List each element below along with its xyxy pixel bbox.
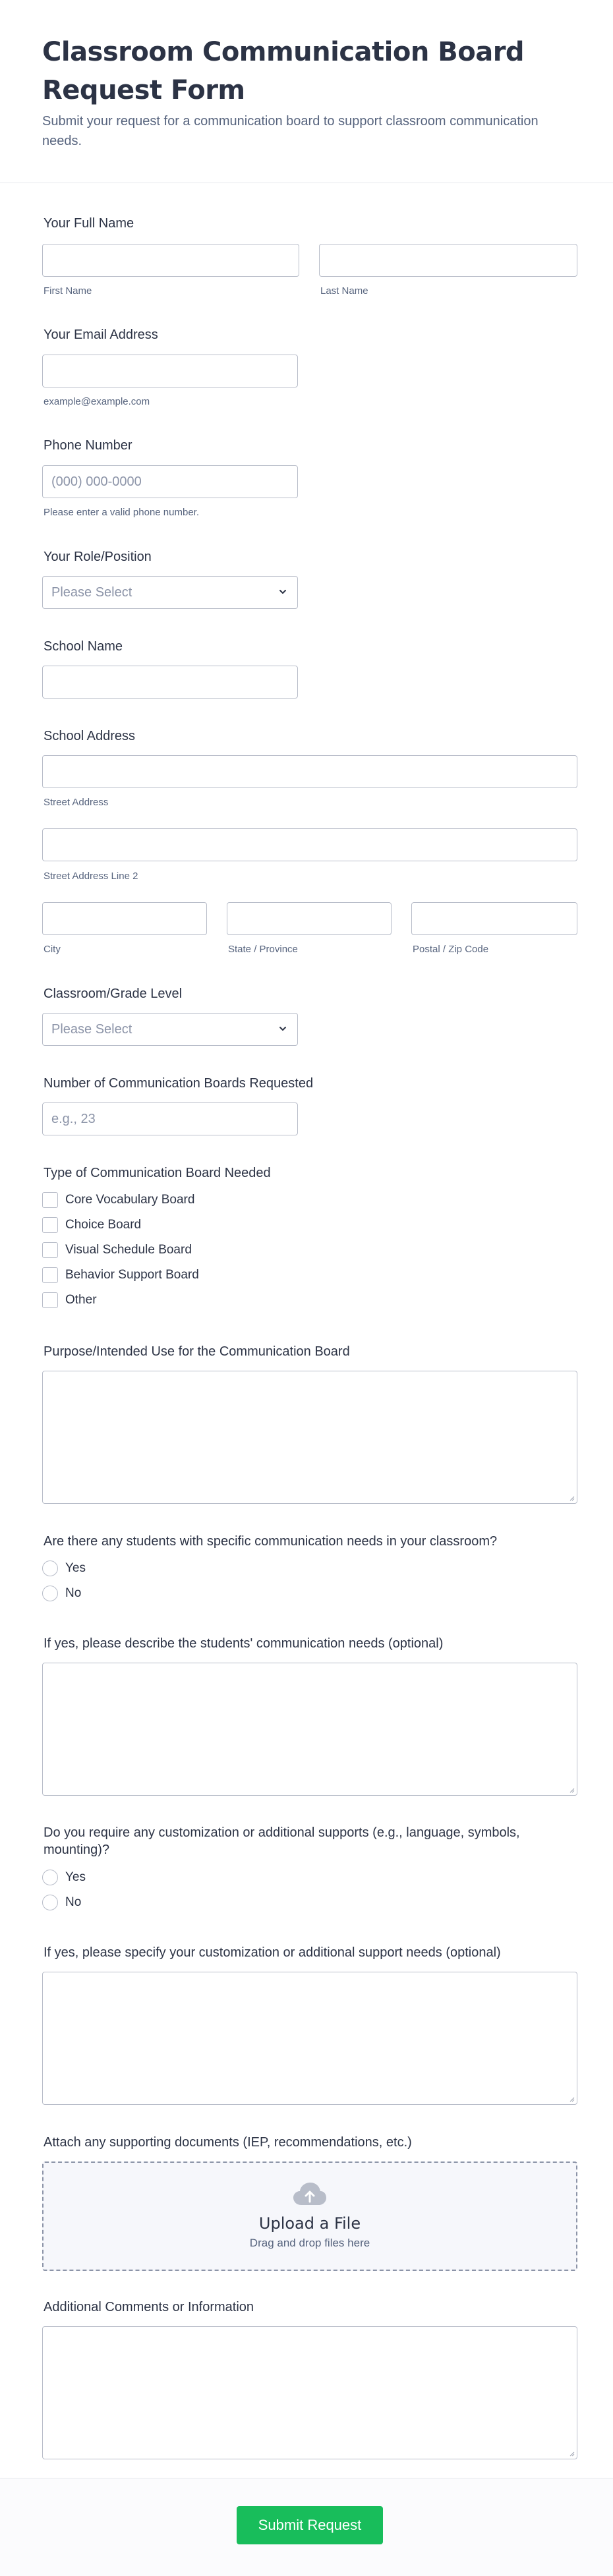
phone-label: Phone Number bbox=[44, 438, 132, 453]
last-name-input[interactable] bbox=[319, 244, 577, 277]
radio-label: No bbox=[65, 1895, 82, 1909]
upload-title: Upload a File bbox=[258, 2214, 361, 2233]
grade-label: Classroom/Grade Level bbox=[44, 987, 183, 1001]
city-sublabel: City bbox=[44, 944, 61, 955]
checkbox-label: Choice Board bbox=[65, 1218, 142, 1232]
city-input[interactable] bbox=[42, 902, 207, 935]
checkbox[interactable] bbox=[42, 1217, 58, 1233]
radio-option-no[interactable] bbox=[42, 1894, 81, 1911]
chevron-down-icon bbox=[277, 587, 288, 597]
boards-count-input[interactable] bbox=[42, 1102, 298, 1135]
checkbox-label: Visual Schedule Board bbox=[65, 1243, 192, 1257]
resize-grip-icon[interactable] bbox=[568, 1495, 575, 1501]
phone-input[interactable] bbox=[42, 465, 298, 498]
street-address-sublabel: Street Address bbox=[44, 797, 109, 808]
radio-option-yes[interactable] bbox=[42, 1560, 86, 1577]
needs-describe-label: If yes, please describe the students' communication needs (optional) bbox=[44, 1636, 444, 1651]
form-subtitle: Submit your request for a communication board to support classroom communication needs. bbox=[42, 114, 539, 148]
radio-button[interactable] bbox=[42, 1560, 58, 1576]
checkbox-label: Behavior Support Board bbox=[65, 1268, 199, 1282]
form-footer bbox=[0, 2478, 613, 2576]
checkbox-option[interactable] bbox=[42, 1191, 194, 1209]
checkbox[interactable] bbox=[42, 1267, 58, 1283]
last-name-sublabel: Last Name bbox=[320, 285, 368, 297]
checkbox-label: Other bbox=[65, 1293, 97, 1307]
purpose-textarea[interactable] bbox=[42, 1371, 577, 1504]
grade-select[interactable] bbox=[42, 1013, 298, 1046]
checkbox-option[interactable] bbox=[42, 1242, 192, 1259]
cloud-upload-icon bbox=[292, 2181, 328, 2208]
radio-label: Yes bbox=[65, 1561, 86, 1575]
checkbox[interactable] bbox=[42, 1192, 58, 1208]
chevron-down-icon bbox=[277, 1023, 288, 1034]
zip-input[interactable] bbox=[411, 902, 577, 935]
street-address-line2-input[interactable] bbox=[42, 828, 577, 861]
phone-sublabel: Please enter a valid phone number. bbox=[44, 507, 199, 518]
resize-grip-icon[interactable] bbox=[568, 1787, 575, 1793]
checkbox-option[interactable] bbox=[42, 1267, 199, 1284]
zip-sublabel: Postal / Zip Code bbox=[413, 944, 489, 955]
comments-label: Additional Comments or Information bbox=[44, 2300, 254, 2314]
students-needs-label: Are there any students with specific communication needs in your classroom? bbox=[44, 1534, 498, 1549]
attach-label: Attach any supporting documents (IEP, recommendations, etc.) bbox=[44, 2135, 412, 2150]
file-upload-dropzone[interactable] bbox=[42, 2161, 577, 2271]
radio-button[interactable] bbox=[42, 1586, 58, 1601]
school-address-label: School Address bbox=[44, 729, 135, 743]
email-label: Your Email Address bbox=[44, 328, 158, 342]
first-name-input[interactable] bbox=[42, 244, 299, 277]
needs-describe-textarea[interactable] bbox=[42, 1663, 577, 1796]
state-input[interactable] bbox=[227, 902, 392, 935]
resize-grip-icon[interactable] bbox=[568, 2450, 575, 2457]
phone-placeholder: (000) 000-0000 bbox=[51, 474, 142, 489]
resize-grip-icon[interactable] bbox=[568, 2096, 575, 2102]
radio-option-no[interactable] bbox=[42, 1585, 81, 1602]
upload-subtitle: Drag and drop files here bbox=[249, 2237, 370, 2249]
full-name-label: Your Full Name bbox=[44, 216, 134, 231]
radio-button[interactable] bbox=[42, 1870, 58, 1885]
street-address-line2-sublabel: Street Address Line 2 bbox=[44, 871, 138, 882]
state-sublabel: State / Province bbox=[228, 944, 298, 955]
comments-textarea[interactable] bbox=[42, 2326, 577, 2459]
street-address-input[interactable] bbox=[42, 755, 577, 788]
radio-label: No bbox=[65, 1586, 82, 1600]
role-select[interactable] bbox=[42, 576, 298, 609]
boards-count-placeholder: e.g., 23 bbox=[51, 1112, 96, 1126]
role-label: Your Role/Position bbox=[44, 550, 152, 564]
form-title: Classroom Communication Board Request Form bbox=[42, 37, 525, 105]
first-name-sublabel: First Name bbox=[44, 285, 92, 297]
grade-select-value: Please Select bbox=[51, 1022, 132, 1037]
purpose-label: Purpose/Intended Use for the Communication Board bbox=[44, 1344, 350, 1359]
checkbox-option[interactable] bbox=[42, 1292, 97, 1309]
checkbox-option[interactable] bbox=[42, 1216, 141, 1234]
radio-button[interactable] bbox=[42, 1895, 58, 1910]
radio-label: Yes bbox=[65, 1870, 86, 1884]
school-name-label: School Name bbox=[44, 639, 123, 654]
customization-specify-textarea[interactable] bbox=[42, 1972, 577, 2105]
school-name-input[interactable] bbox=[42, 666, 298, 699]
role-select-value: Please Select bbox=[51, 585, 132, 600]
form-header bbox=[0, 0, 613, 183]
email-input[interactable] bbox=[42, 355, 298, 387]
checkbox[interactable] bbox=[42, 1292, 58, 1308]
radio-option-yes[interactable] bbox=[42, 1869, 86, 1886]
customization-specify-label: If yes, please specify your customization or additional support needs (optional) bbox=[44, 1945, 501, 1960]
customization-label: Do you require any customization or additional supports (e.g., language, symbols, mounting)? bbox=[44, 1825, 520, 1857]
email-sublabel: example@example.com bbox=[44, 396, 150, 407]
submit-button[interactable]: Submit Request bbox=[237, 2506, 383, 2544]
boards-count-label: Number of Communication Boards Requested bbox=[44, 1076, 314, 1091]
checkbox-label: Core Vocabulary Board bbox=[65, 1193, 195, 1207]
board-type-label: Type of Communication Board Needed bbox=[44, 1166, 271, 1180]
checkbox[interactable] bbox=[42, 1242, 58, 1258]
